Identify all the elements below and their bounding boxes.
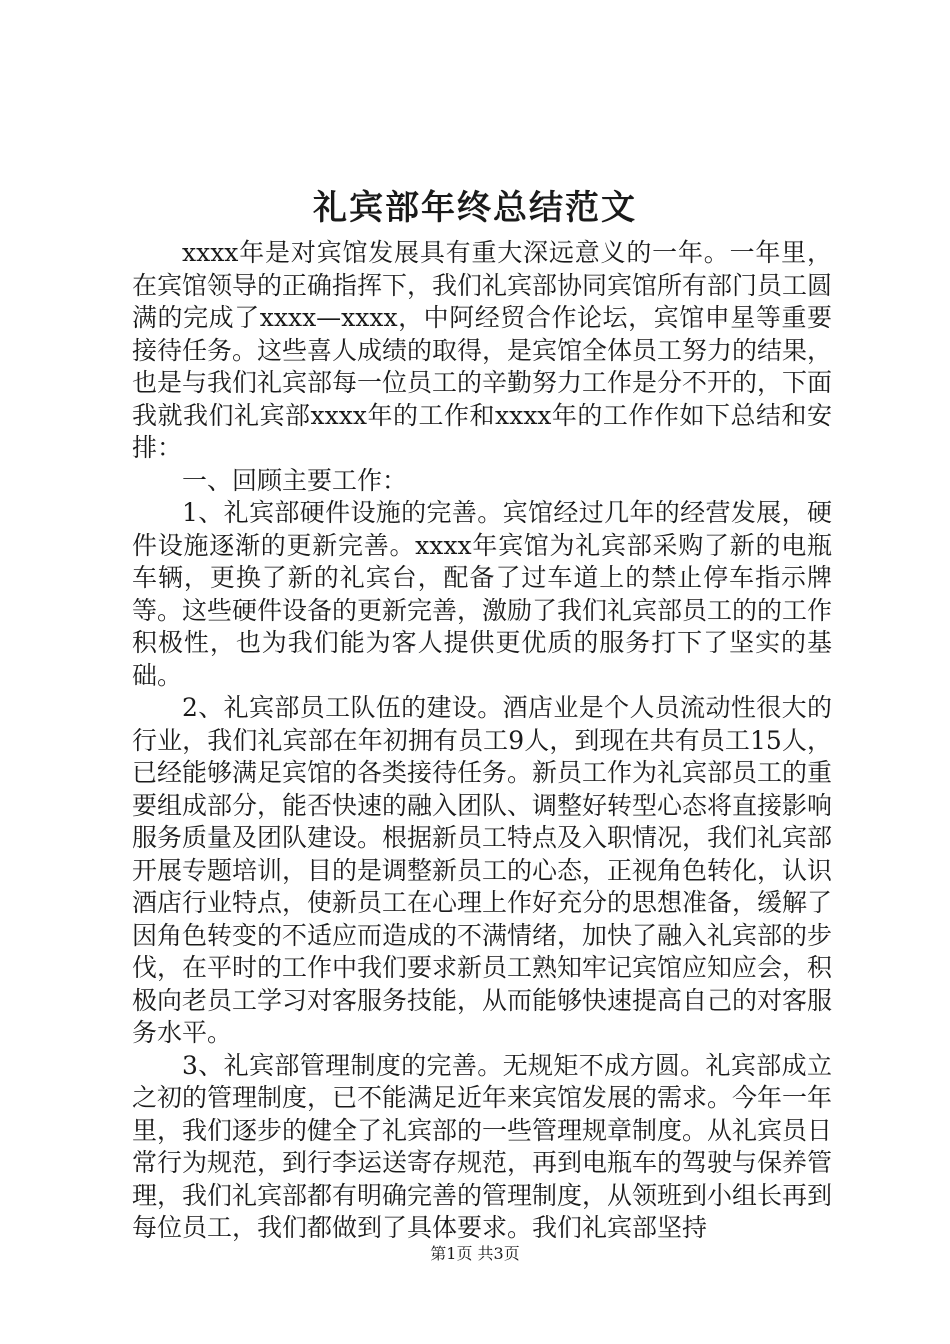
page-number-footer: 第1页 共3页	[430, 1244, 520, 1263]
paragraph-management: 3、礼宾部管理制度的完善。无规矩不成方圆。礼宾部成立之初的管理制度，已不能满足近年来宾馆发展的需求。今年一年里，我们逐步的健全了礼宾部的一些管理规章制度。从礼宾员日常行为规范，到行李运送寄存规范，再到电瓶车的驾驶与保养管理，我们礼宾部都有明确完善的管理制度，从领班到小组长再到每位员工，我们都做到了具体要求。我们礼宾部坚持	[132, 1050, 833, 1242]
document-body	[132, 237, 832, 1245]
document-title: 礼宾部年终总结范文	[313, 188, 637, 228]
paragraph-staff: 2、礼宾部员工队伍的建设。酒店业是个人员流动性很大的行业，我们礼宾部在年初拥有员工9人，到现在共有员工15人，已经能够满足宾馆的各类接待任务。新员工作为礼宾部员工的重要组成部分，能否快速的融入团队、调整好转型心态将直接影响服务质量及团队建设。根据新员工特点及入职情况，我们礼宾部开展专题培训，目的是调整新员工的心态，正视角色转化，认识酒店行业特点，使新员工在心理上作好充分的思想准备，缓解了因角色转变的不适应而造成的不满情绪，加快了融入礼宾部的步伐，在平时的工作中我们要求新员工熟知牢记宾馆应知应会，积极向老员工学习对客服务技能，从而能够快速提高自己的对客服务水平。	[132, 693, 833, 1047]
paragraph-intro: xxxx年是对宾馆发展具有重大深远意义的一年。一年里，在宾馆领导的正确指挥下，我们礼宾部协同宾馆所有部门员工圆满的完成了xxxx—xxxx，中阿经贸合作论坛，宾馆申星等重要接待任务。这些喜人成绩的取得，是宾馆全体员工努力的结果，也是与我们礼宾部每一位员工的辛勤努力工作是分不开的，下面我就我们礼宾部xxxx年的工作和xxxx年的工作作如下总结和安排：	[132, 238, 833, 462]
paragraph-hardware: 1、礼宾部硬件设施的完善。宾馆经过几年的经营发展，硬件设施逐渐的更新完善。xxxx年宾馆为礼宾部采购了新的电瓶车辆，更换了新的礼宾台，配备了过车道上的禁止停车指示牌等。这些硬件设备的更新完善，激励了我们礼宾部员工的的工作积极性，也为我们能为客人提供更优质的服务打下了坚实的基础。	[132, 498, 833, 690]
paragraph-section-heading: 一、回顾主要工作：	[182, 465, 408, 495]
